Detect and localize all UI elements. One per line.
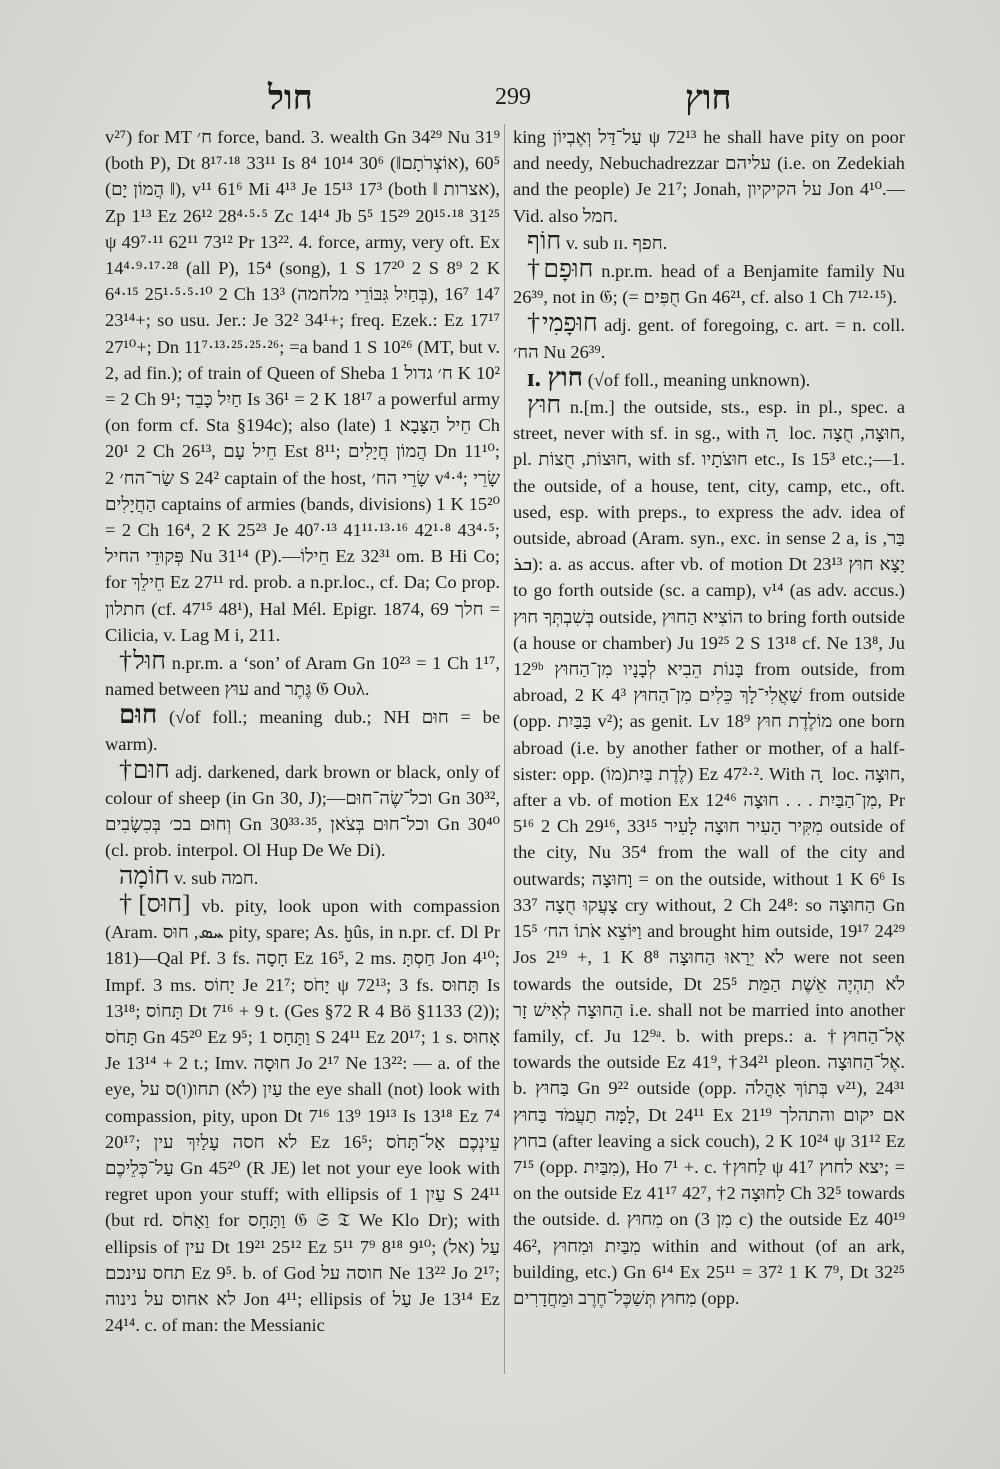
headword: חוּפָם [543,256,594,284]
entry-text: v. sub חמה. [174,867,259,888]
headword: חוּל [133,648,167,676]
entry-text: n.[m.] the outside, sts., esp. in pl., spec. a street, never with sf. in sg., with ה ָ loc. חוּצָה, חֻצָה, pl. חוּצוֹת, חֻצוֹת, with sf. חוּצֹתָיו etc., Is 15³ etc.;—1. the outside, of a house, tent, city, camp, etc., oft. used, esp. with preps., to express the adv. idea of outside, abroad (Aram. syn., exc. in sense 2 a, is בַּר, ܒܪ): a. as accus. after vb. of motion Dt 23¹³ יָצָא חוּץ to go forth outside (sc. a camp), v¹⁴ (as adv. accus.) בְּשִׁבְתְּךָ חוּץ outside, הוֹצִיא הַחוּץ to bring forth outside (a house or chamber) Ju 19²⁵ 2 S 13¹⁸ cf. Ne 13⁸, Ju 12⁹ᵇ בָּנוֹת הֵבִיא לְבָנָיו מִן־הַחוּץ from outside, from abroad, 2 K 4³ שַׁאֲלִי־לָךְ כֵּלִים מִן־הַחוּץ from outside (opp. בַּבַּיִת v²); as genit. Lv 18⁹ מוֹלֶדֶת חוּץ one born abroad (i.e. by another father or mother, of a half-sister: opp. (מוֹ)לֶדֶת בַּיִת) Ez 47²·². With ה ָ loc. חוּצָה, after a vb. of motion Ex 12⁴⁶ מִן־הַבַּיִת . . . חוּצָה, Pr 5¹⁶ 2 Ch 29¹⁶, 33¹⁵ מִקִּיר הָעִיר חוּצָה לָעִיר outside of the city, Nu 35⁴ from the wall of the city and outwards; וָחוּצָה = on the outside, without 1 K 6⁶ Is 33⁷ צָעֲקוּ חֻצָה cry without, 2 Ch 24⁸: so הַחוּצָה Gn 15⁵ וַיּוֹצֵא אֹתוֹ הח׳ and brought him outside, 19¹⁷ 24²⁹ Jos 2¹⁹ +, 1 K 8⁸ לֹא יֵרָאוּ הַחוּצָה were not seen towards the outside, Dt 25⁵ לֹא תִהְיֶה אֵשֶׁת הַמֵּת הַחוּצָה לְאִישׁ זָר i.e. shall not be married into another family, cf. Ju 12⁹ᵃ. b. with preps.: a. †אֶל־הַחוּץ towards the outside Ez 41⁹, †34²¹ pleon. אֶל־הַחוּצָה. b. בַּחוּץ Gn 9²² outside (opp. בְּתוֹךְ אָהֳלֹה v²¹), 24³¹ לָמָּה תַעֲמֹד בַּחוּץ, Dt 24¹¹ Ex 21¹⁹ אם יקום והתהלך בחוץ (after leaving a sick couch), 2 K 10²⁴ ψ 31¹² Ez 7¹⁵ (opp. מִבַּיִת), Ho 7¹ +. c. †לַחוּץ ψ 41⁷ יצא לחוץ; = on the outside Ez 41¹⁷ 42⁷, †לַחוּצָה 2 Ch 32⁵ towards the outside. d. מִחוּץ on (מִן 3 c) the outside Ez 40¹⁹ 46², מִבַּיִת וּמִחוּץ within and without (of an ark, building, etc.) Gn 6¹⁴ Ex 25¹¹ = 37² 1 K 7⁹, Dt 32²⁵ מִחוּץ תְּשַׁכֶּל־חֶרֶב וּמֵחֲדָרִים (opp. [513,397,905,1308]
root-entry [513,362,905,393]
entry-text: vb. pity, look upon with compassion (Aram. ܚܣ, חוּס pity, spare; As. ḫûs, in n.pr. cf. Dl Pr 181)—Qal Pf. 3 fs. חָסָה Ez 16⁵, 2 ms. חַסְתָּ Jon 4¹⁰; Impf. 3 ms. יָחוֹס Je 21⁷; יָחֹס ψ 72¹³; 3 fs. תָּחוּס Is 13¹⁸; תָּחוֹס Dt 7¹⁶ + 9 t. (Ges §72 R 4 Bö §1133 (2)); תָּחֹס Gn 45²⁰ Ez 9⁵; וַתָּחָס 1 S 24¹¹ Ez 20¹⁷; 1 s. אָחוּס Je 13¹⁴ + 2 t.; Imv. חוּסָה Jo 2¹⁷ Ne 13²²: — a. of the eye, עַיִן (לֹא) תחו(ו)ס על the eye shall (not) look with compassion, pity, upon Dt 7¹⁶ 13⁹ 19¹³ Is 13¹⁸ Ez 7⁴ 20¹⁷; לא חסה עָלַיִךְ עין Ez 16⁵; עֵינְכֶם אַל־תָּחֹס עַל־כְּלֵיכֶם Gn 45²⁰ (R JE) let not your eye look with regret upon your stuff; with ellipsis of עַיִן 1 S 24¹¹ (but rd. וַאָחֹס for וַתָּחָס 𝔊 𝔖 𝔗 We Klo Dr); with ellipsis of עין Dt 19²¹ 25¹² Ez 5¹¹ 7⁹ 8¹⁸ 9¹⁰; (אל) עַל תחס עינכם Ez 9⁵. b. of God חוסה על Ne 13²² Jo 2¹⁷; לא אחוס על נינוה Jon 4¹¹; ellipsis of עַל Je 13¹⁴ Ez 24¹⁴. c. of man: the Messianic [105,895,500,1336]
running-head [0,78,1000,118]
entry-text: n.pr.m. head of a Benjamite family Nu 26³⁹, not in 𝔊; (= חֻפִּים Gn 46²¹, cf. also 1 Ch 7¹²·¹⁵). [513,261,905,308]
dictionary-entry [513,393,905,1311]
entry-text: king עַל־דַּל וְאֶבְיוֹן ψ 72¹³ he shall have pity on poor and needy, Nebuchadrezzar עליהם (i.e. on Zedekiah and the people) Je 21⁷; Jonah, על הקיקיון Jon 4¹⁰.—Vid. also חמל. [513,127,905,226]
headword: חוּפָמִי [542,310,598,338]
dictionary-entry [105,754,500,864]
dictionary-entry [105,888,500,1338]
headword: חוּם [119,700,158,730]
dictionary-entry [105,648,500,702]
entry-text: adj. gent. of foregoing, c. art. = n. coll. הח׳ Nu 26³⁹. [513,315,905,362]
entry-continuation [513,124,905,229]
headword: ɪ. חוץ [527,362,584,392]
entry-text: (√of foll., meaning unknown). [587,369,811,390]
running-head-left: חול [268,80,313,117]
headword: [חוּס] [138,890,191,918]
entry-text: n.pr.m. a ‘son’ of Aram Gn 10²³ = 1 Ch 1¹⁷, named between עוּץ and גֶּתֶר 𝔊 Ουλ. [105,653,500,700]
dictionary-entry [513,229,905,256]
dictionary-entry [513,256,905,310]
dagger-mark: † [119,888,139,918]
entry-text: v²⁷) for MT ח׳ force, band. 3. wealth Gn 34²⁹ Nu 31⁹ (both P), Dt 8¹⁷·¹⁸ 33¹¹ Is 8⁴ 10¹⁴ 30⁶ (‖אוֹצְרֹתָם), 60⁵ (‖ הֲמוֹן יָם), v¹¹ 61⁶ Mi 4¹³ Je 15¹³ 17³ (both ‖ אצרות), Zp 1¹³ Ez 26¹² 28⁴·⁵·⁵ Zc 14¹⁴ Jb 5⁵ 15²⁹ 20¹⁵·¹⁸ 31²⁵ ψ 49⁷·¹¹ 62¹¹ 73¹² Pr 13²². 4. force, army, very oft. Ex 14⁴·⁹·¹⁷·²⁸ (all P), 15⁴ (song), 1 S 17²⁰ 2 S 8⁹ 2 K 6⁴·¹⁵ 25¹·⁵·⁵·¹⁰ 2 Ch 13³ (בְּחַיִל גִּבּוֹרֵי מלחמה), 14⁷ 16⁷ 23¹⁴+; so usu. Jer.: Je 32² 34¹+; freq. Ezek.: Ez 17¹⁷ 27¹⁰+; Dn 11⁷·¹³·²⁵·²⁵·²⁶; =a band 1 S 10²⁶ (MT, but v. 2, ad fin.); of train of Queen of Sheba ח׳ גדול 1 K 10² = 2 Ch 9¹; חַיִל כָּבֵד Is 36¹ = 2 K 18¹⁷ a powerful army (on form cf. Sta §194c); also (late) חֵיל הַצָּבָא 1 Ch 20¹ 2 Ch 26¹³, חֵיל עָם Est 8¹¹; הֲמוֹן חֲיָלִים Dn 11¹⁰; שַׂר־הח׳ 2 S 24² captain of the host, שָׂרֵי הח׳ v⁴·⁴; שָׂרֵי הַחֲיָלִים captains of armies (bands, divisions) 1 K 15²⁰ = 2 Ch 16⁴, 2 K 25²³ Je 40⁷·¹³ 41¹¹·¹³·¹⁶ 42¹·⁸ 43⁴·⁵; פְּקוּדֵי החיל Nu 31¹⁴ (P).—חֵילוֹ Ez 32³¹ om. B Hi Co; for חֵילֵךְ Ez 27¹¹ rd. prob. a n.pr.loc., cf. Da; Co prop. חתלון (cf. 47¹⁵ 48¹), Hal Mél. Epigr. 1874, 69 חלך = Cilicia, v. Lag M i, 211. [105,127,500,645]
headword: חוּץ [527,392,562,420]
headword: חוּם [132,756,170,784]
column-divider [504,124,505,1374]
page-number: 299 [495,84,531,110]
dagger-mark: † [119,646,134,676]
dagger-mark: † [527,308,543,338]
dagger-mark: † [527,254,544,284]
headword: חוֹף [527,227,562,255]
entry-text: adj. darkened, dark brown or black, only of colour of sheep (in Gn 30, J);—וכל־שֶׂה־חוּם Gn 30³², וְחוּם בכ׳ בְּכִשָׂבִים Gn 30³³·³⁵, וכל־חוּם בְּצֹאן Gn 30⁴⁰ (cl. prob. interpol. Ol Hup De We Di). [105,761,500,861]
headword: חוֹמָה [119,862,170,890]
dictionary-entry [513,310,905,364]
dictionary-entry [105,864,500,891]
entry-text: (√of foll.; meaning dub.; NH חוּם = be warm). [105,707,500,754]
right-column [513,124,905,1356]
root-entry [105,702,500,756]
running-head-right: חוץ [685,80,732,117]
entry-text: v. sub ɪɪ. חפף. [565,232,668,253]
dagger-mark: † [119,754,133,784]
entry-continuation [105,124,500,648]
left-column [105,124,500,1374]
